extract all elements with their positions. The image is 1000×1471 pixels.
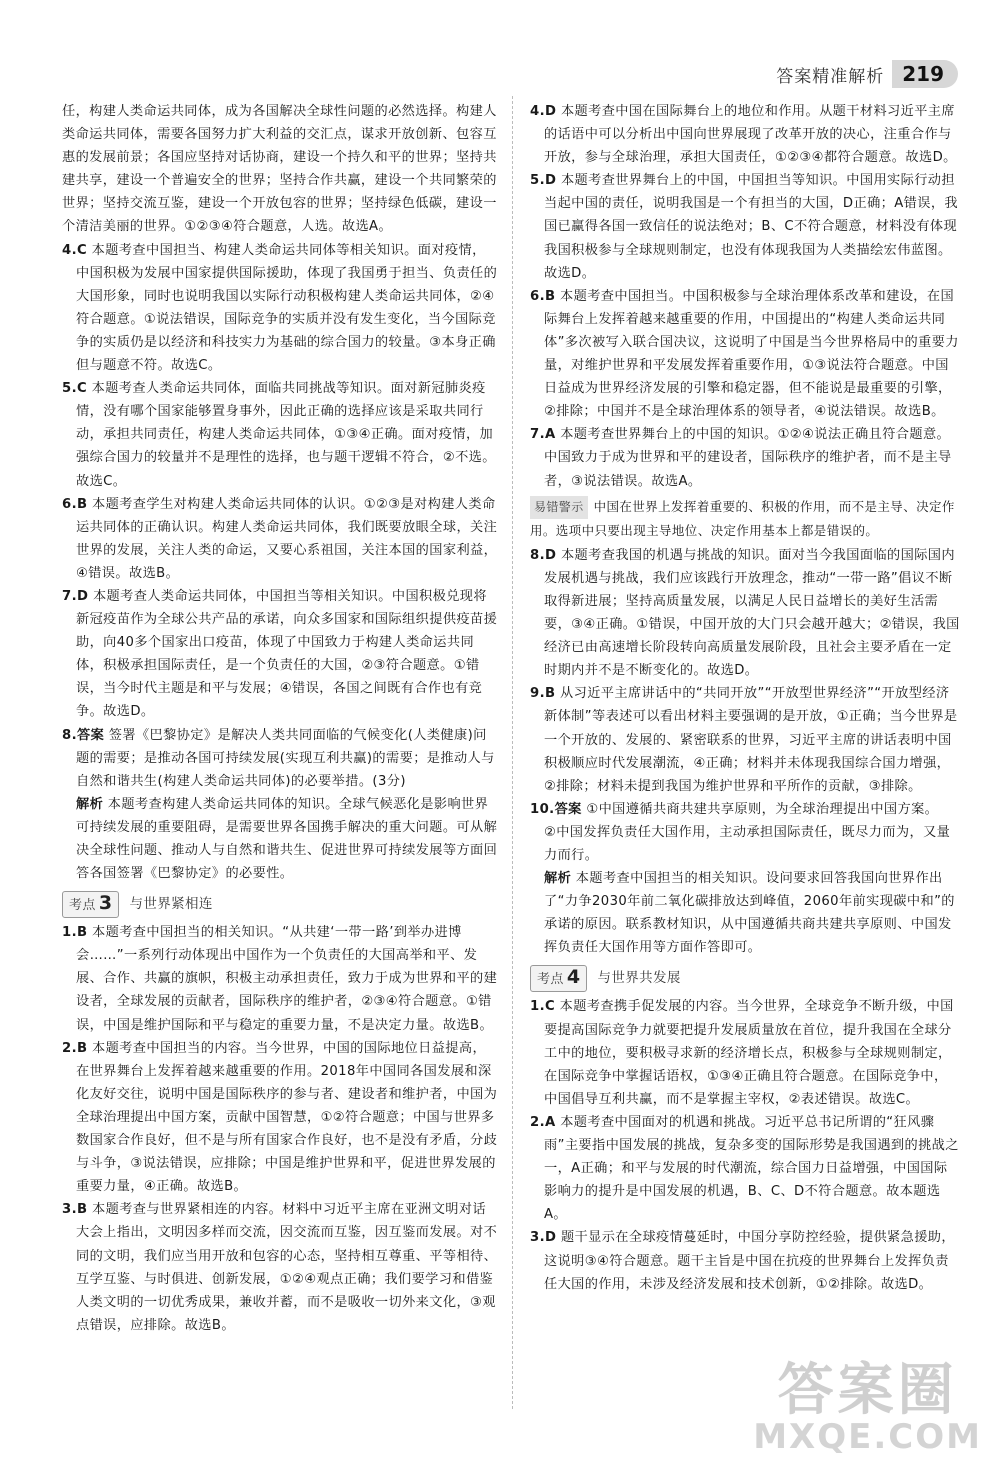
item-number: 9.B bbox=[530, 686, 556, 702]
section-3-header bbox=[62, 891, 498, 917]
item-text: 本题考查中国担当的相关知识。“从共建‘一带一路’到举办进博会……”一系列行动体现出中国作为一个负责任的大国高举和平、发展、合作、共赢的旗帜，积极主动承担责任，致力于成为世界和平的建设者，全球发展的贡献者，国际秩序的维护者，②③④符合题意。①错误，中国是维护国际和平与稳定的重要力量，不是决定力量。故选B。 bbox=[76, 925, 498, 1033]
analysis-10 bbox=[530, 867, 960, 959]
item-text: 本题考查携手促发展的内容。当今世界，全球竞争不断升级，中国要提高国际竞争力就要把提升发展质量放在首位，提升我国在全球分工中的地位，要积极寻求新的经济增长点，积极参与全球规则制定，在国际竞争中掌握话语权，①③④正确且符合题意。在国际竞争中，中国倡导互利共赢，而不是掌握主宰权，②表述错误。故选C。 bbox=[544, 999, 954, 1107]
item-text: 本题考查人类命运共同体，面临共同挑战等知识。面对新冠肺炎疫情，没有哪个国家能够置身事外，因此正确的选择应该是采取共同行动，承担共同责任，构建人类命运共同体，①③④正确。面对疫情，加强综合国力的较量并不是理性的选择，也与题干逻辑不符合，②不选。故选C。 bbox=[76, 381, 496, 489]
item-text: 本题考查中国担当、构建人类命运共同体等相关知识。面对疫情，中国积极为发展中国家提供国际援助，体现了我国勇于担当、负责任的大国形象，同时也说明我国以实际行动积极构建人类命运共同体，②④符合题意。①说法错误，国际竞争的实质并没有发生变化，当今国际竞争的实质仍是以经济和科技实力为基础的综合国力的较量。③本身正确但与题意不符。故选C。 bbox=[76, 242, 498, 374]
analysis-label: 解析 bbox=[76, 796, 104, 812]
answer-item-10 bbox=[530, 798, 960, 821]
watermark bbox=[753, 1358, 982, 1457]
item-text: 本题考查世界舞台上的中国的知识。①②④说法正确且符合题意。中国致力于成为世界和平的建设者，国际秩序的维护者，而不是主导者，③说法错误。故选A。 bbox=[544, 427, 952, 489]
right-column bbox=[530, 100, 960, 1296]
answer-item bbox=[62, 493, 498, 585]
item-number: 8. bbox=[62, 727, 77, 743]
page-header bbox=[776, 56, 958, 92]
answer-text: 签署《巴黎协定》是解决人类共同面临的气候变化(人类健康)问题的需要；是推动各国可持续发展(实现互利共赢)的需要；是推动人与自然和谐共生(构建人类命运共同体)的必要举措。(3分) bbox=[76, 727, 495, 789]
section-tag: 考点 3 bbox=[62, 891, 119, 918]
item-number: 1.C bbox=[530, 999, 556, 1015]
answer-item bbox=[530, 285, 960, 424]
section-title: 与世界共发展 bbox=[597, 969, 681, 986]
answer-item bbox=[530, 995, 960, 1110]
item-number: 7.D bbox=[62, 588, 89, 604]
analysis-8 bbox=[62, 793, 498, 885]
answer-item bbox=[62, 585, 498, 724]
item-number: 5.D bbox=[530, 173, 557, 189]
answer-label: 答案 bbox=[77, 727, 105, 743]
answer-item-8 bbox=[62, 724, 498, 793]
item-number: 3.B bbox=[62, 1202, 88, 1218]
section-tag: 考点 4 bbox=[530, 965, 587, 992]
answer-item bbox=[530, 169, 960, 284]
answer-item bbox=[62, 239, 498, 378]
item-text: 本题考查我国的机遇与挑战的知识。面对当今我国面临的国际国内发展机遇与挑战，我们应该践行开放理念，推动“一带一路”倡议不断取得新进展；坚持高质量发展，以满足人民日益增长的美好生活需要，③④正确。①错误，中国开放的大门只会越开越大；②错误，我国经济已由高速增长阶段转向高质量发展阶段，且社会主要矛盾在一定时期内并不是不断变化的。故选D。 bbox=[544, 547, 960, 679]
item-number: 6.B bbox=[530, 288, 556, 304]
item-number: 6.B bbox=[62, 496, 88, 512]
page-number: 219 bbox=[892, 60, 958, 88]
answer-item bbox=[62, 1198, 498, 1337]
item-text: 本题考查世界舞台上的中国，中国担当等知识。中国用实际行动担当起中国的责任，说明我国是一个有担当的大国，D正确；A错误，我国已赢得各国一致信任的说法绝对；B、C不符合题意，材料没有体现我国积极参与全球规则制定，也没有体现我国为人类描绘宏伟蓝图。故选D。 bbox=[544, 173, 959, 281]
item-number: 4.D bbox=[530, 104, 557, 119]
answer-label: 答案 bbox=[554, 801, 582, 817]
item-number: 8.D bbox=[530, 547, 557, 563]
item-text: 本题考查中国担当。中国积极参与全球治理体系改革和建设，在国际舞台上发挥着越来越重要的作用，中国提出的“构建人类命运共同体”多次被写入联合国决议，这说明了中国是当今世界格局中的重要力量，对维护世界和平发展发挥着重要作用，①③说法符合题意。中国日益成为世界经济发展的引擎和稳定器，但不能说是最重要的引擎，②排除；中国并不是全球治理体系的领导者，④说法错误。故选B。 bbox=[544, 288, 959, 420]
answer-item bbox=[530, 100, 960, 169]
item-number: 1.B bbox=[62, 925, 88, 941]
error-warning bbox=[530, 495, 960, 542]
item-number: 2.B bbox=[62, 1040, 88, 1056]
item-number: 7.A bbox=[530, 427, 556, 443]
section-title: 与世界紧相连 bbox=[129, 895, 213, 912]
item-text: 本题考查学生对构建人类命运共同体的认识。①②③是对构建人类命运共同体的正确认识。构建人类命运共同体，我们既要放眼全球，关注世界的发展，关注人类的命运，又要心系祖国，关注本国的国家利益，④错误。故选B。 bbox=[76, 496, 498, 581]
answer-item bbox=[530, 423, 960, 492]
analysis-text: 本题考查构建人类命运共同体的知识。全球气候恶化是影响世界可持续发展的重要阻碍，是需要世界各国携手解决的重大问题。可从解决全球性问题、推动人与自然和谐共生、促进世界可持续发展等方面回答各国签署《巴黎协定》的必要性。 bbox=[76, 796, 498, 882]
item-number: 4.C bbox=[62, 242, 88, 258]
answer-text: ①中国遵循共商共建共享原则，为全球治理提出中国方案。 bbox=[586, 801, 939, 817]
analysis-text: 本题考查中国担当的相关知识。设问要求回答我国向世界作出了“力争2030年前二氧化碳排放达到峰值，2060年前实现碳中和”的承诺的原因。联系教材知识，从中国遵循共商共建共享原则、中国发挥负责任大国作用等方面作答即可。 bbox=[544, 871, 955, 956]
answer-item bbox=[62, 1037, 498, 1199]
header-title: 答案精准解析 bbox=[776, 66, 885, 87]
answer-10-part2: ②中国发挥负责任大国作用，主动承担国际责任，既尽力而为，又量力而行。 bbox=[544, 824, 951, 863]
item-number: 10. bbox=[530, 801, 555, 817]
item-text: 本题考查人类命运共同体，中国担当等相关知识。中国积极兑现将新冠疫苗作为全球公共产品的承诺，向众多国家和国际组织提供疫苗援助，向40多个国家出口疫苗，体现了中国致力于构建人类命运共同体，积极承担国际责任，是一个负责任的大国，②③符合题意。①错误，当今时代主题是和平与发展；④错误，各国之间既有合作也有竞争。故选D。 bbox=[76, 588, 498, 720]
watermark-logo: 答案圈 bbox=[777, 1358, 958, 1423]
answer-item bbox=[530, 1226, 960, 1295]
left-column bbox=[62, 100, 498, 1337]
item-number: 2.A bbox=[530, 1114, 556, 1130]
item-number: 5.C bbox=[62, 381, 88, 397]
item-text: 从习近平主席讲话中的“共同开放”“开放型世界经济”“开放型经济新体制”等表述可以看出材料主要强调的是开放，①正确；当今世界是一个开放的、发展的、紧密联系的世界，习近平主席的讲话表明中国积极顺应时代发展潮流，④正确；材料并未体现我国综合国力增强，②排除；材料未提到我国为维护世界和平所作的贡献，③排除。 bbox=[544, 686, 958, 794]
intro-paragraph: 任，构建人类命运共同体，成为各国解决全球性问题的必然选择。构建人类命运共同体，需要各国努力扩大利益的交汇点，谋求开放创新、包容互惠的发展前景；各国应坚持对话协商，建设一个持久和平的世界；坚持共建共享，建设一个普遍安全的世界；坚持合作共赢，建设一个共同繁荣的世界；坚持交流互鉴，建设一个开放包容的世界；坚持绿色低碳，建设一个清洁美丽的世界。①②③④符合题意，人选。故选A。 bbox=[62, 104, 497, 235]
warning-tag: 易错警示 bbox=[530, 496, 588, 519]
item-text: 本题考查中国在国际舞台上的地位和作用。从题干材料习近平主席的话语中可以分析出中国向世界展现了改革开放的决心，注重合作与开放，参与全球治理，承担大国责任，①②③④都符合题意。故选D。 bbox=[544, 104, 957, 166]
answer-item bbox=[530, 1111, 960, 1226]
answer-item bbox=[62, 377, 498, 492]
answer-item bbox=[530, 544, 960, 683]
item-text: 本题考查与世界紧相连的内容。材料中习近平主席在亚洲文明对话大会上指出，文明因多样而交流，因交流而互鉴，因互鉴而发展。对不同的文明，我们应当用开放和包容的心态，坚持相互尊重、平等相待、互学互鉴、与时俱进、创新发展，①②④观点正确；我们要学习和借鉴人类文明的一切优秀成果，兼收并蓄，而不是吸收一切外来文化，③观点错误，应排除。故选B。 bbox=[76, 1202, 498, 1333]
analysis-label: 解析 bbox=[544, 871, 572, 887]
item-text: 本题考查中国面对的机遇和挑战。习近平总书记所谓的“狂风骤雨”主要指中国发展的挑战，复杂多变的国际形势是我国遇到的挑战之一，A正确；和平与发展的时代潮流，综合国力日益增强，中国国际影响力的提升是中国发展的机遇，B、C、D不符合题意。故本题选A。 bbox=[544, 1114, 959, 1223]
watermark-site: MXQE.COM bbox=[753, 1417, 982, 1457]
item-number: 3.D bbox=[530, 1230, 557, 1246]
column-divider bbox=[512, 96, 513, 1409]
item-text: 本题考查中国担当的内容。当今世界，中国的国际地位日益提高，在世界舞台上发挥着越来越重要的作用。2018年中国同各国发展和深化友好交往，说明中国是国际秩序的参与者、建设者和维护者，中国为全球治理提出中国方案，贡献中国智慧，①②符合题意；中国与世界多数国家合作良好，但不是与所有国家合作良好，也不是没有矛盾，分歧与斗争，③说法错误，应排除；中国是维护世界和平，促进世界发展的重要力量，④正确。故选B。 bbox=[76, 1040, 498, 1195]
answer-item bbox=[62, 921, 498, 1036]
warning-text: 中国在世界上发挥着重要的、积极的作用，而不是主导、决定作用。选项中只要出现主导地位、决定作用基本上都是错误的。 bbox=[530, 498, 955, 538]
section-4-header bbox=[530, 965, 960, 991]
answer-item bbox=[530, 682, 960, 797]
item-text: 题干显示在全球疫情蔓延时，中国分享防控经验，提供紧急援助，这说明③④符合题意。题干主旨是中国在抗疫的世界舞台上发挥负责任大国的作用，未涉及经济发展和技术创新，①②排除。故选D。 bbox=[544, 1230, 955, 1292]
